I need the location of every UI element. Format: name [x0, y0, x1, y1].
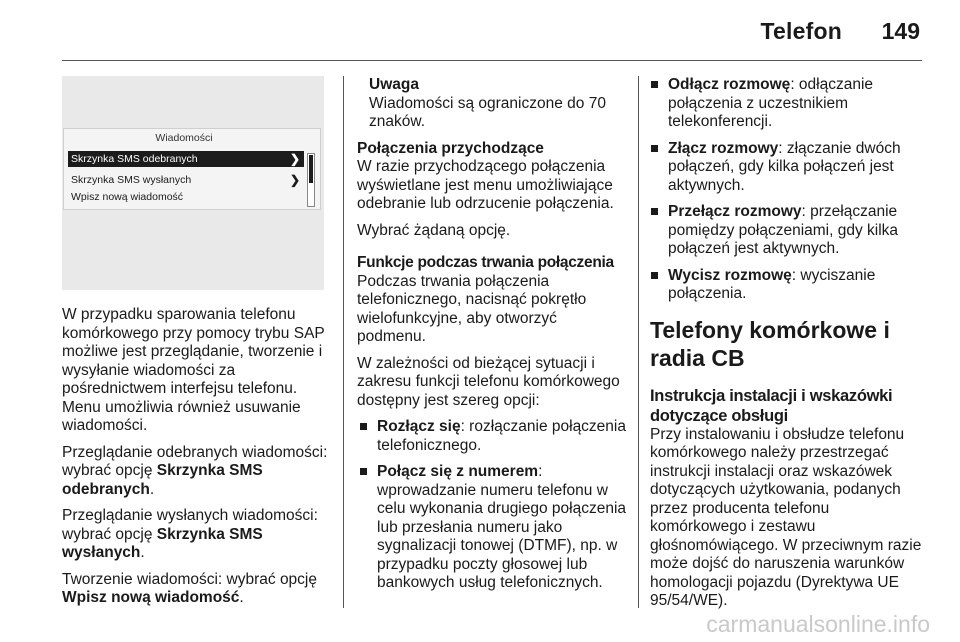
note-text: Wiadomości są ograniczone do 70 znaków.	[369, 94, 606, 130]
paragraph: Wybrać żądaną opcję.	[357, 221, 511, 239]
column-divider	[638, 76, 639, 608]
paragraph: Podczas trwania połączenia telefonicznego, nacisnąć pokrętło wielofunkcyjne, aby otworzyć podmenu.	[357, 272, 587, 345]
display-menu-item-label: Skrzynka SMS odebranych	[71, 153, 198, 165]
page-header-title: Telefon	[760, 18, 842, 44]
bullet-icon	[360, 423, 367, 430]
column-divider	[343, 76, 344, 608]
section-heading: Funkcje podczas trwania połączenia	[357, 254, 614, 271]
column-middle	[357, 76, 629, 601]
display-menu-item	[68, 172, 304, 188]
paragraph: W zależności od bieżącej sytuacji i zakresu funkcji telefonu komórkowego dostępny jest szereg opcji:	[357, 354, 620, 409]
display-menu-title: Wiadomości	[155, 132, 213, 144]
column-right	[650, 76, 924, 619]
paragraph: W przypadku sparowania telefonu komórkowego przy pomocy trybu SAP możliwe jest przeglądanie, tworzenie i wysyłanie wiadomości za pośrednictwem interfejsu telefonu. Menu umożliwia również usuwanie wiadomości.	[62, 306, 325, 434]
bullet-icon	[651, 145, 658, 152]
display-messages-menu	[63, 128, 321, 210]
bullet-icon	[651, 208, 658, 215]
header-divider	[62, 60, 922, 61]
bullet-icon	[651, 272, 658, 279]
display-menu-item	[68, 189, 304, 205]
note-title: Uwaga	[369, 76, 419, 93]
list-item: Przełącz rozmowy: przełączanie pomiędzy połączeniami, gdy kilka połączeń jest aktywnych.	[650, 203, 924, 259]
paragraph: Przeglądanie wysłanych wiadomości: wybrać opcję Skrzynka SMS wysłanych.	[62, 507, 318, 561]
paragraph: Przy instalowaniu i obsłudze telefonu komórkowego należy przestrzegać instrukcji instalacji oraz wskazówek dotyczących użytkowania, podanych przez producenta telefonu komórkowego i zestawu głośnomówiącego. W przeciwnym razie może dojść do naruszenia warunków homologacji pojazdu (Dyrektywa UE 95/54/WE).	[650, 425, 922, 609]
bullet-icon	[651, 81, 658, 88]
page-number: 149	[881, 18, 920, 44]
list-item: Połącz się z numerem: wprowadzanie numeru telefonu w celu wykonania drugiego połączenia lub przesłania numeru jako sygnalizacji tonowej (DTMF), np. w przypadku poczty głosowej lub bankowych usług telefonicznych.	[359, 463, 629, 593]
display-menu-item	[68, 151, 304, 167]
list-item: Złącz rozmowy: złączanie dwóch połączeń, gdy kilka połączeń jest aktywnych.	[650, 140, 924, 196]
chevron-right-icon: ❯	[289, 152, 300, 166]
watermark-text: carmanualsonline.info	[706, 611, 930, 637]
bullet-icon	[360, 468, 367, 475]
section-heading: Połączenia przychodzące	[357, 139, 544, 157]
option-name: Skrzynka SMS wysłanych	[62, 525, 263, 561]
note-box	[357, 76, 629, 132]
list-item: Odłącz rozmowę: odłączanie połączenia z uczestnikiem telekonferencji.	[650, 76, 924, 132]
display-scrollbar	[307, 153, 315, 207]
paragraph: Tworzenie wiadomości: wybrać opcję Wpisz nową wiadomość.	[62, 570, 317, 606]
chevron-right-icon: ❯	[289, 173, 300, 187]
list-item: Rozłącz się: rozłączanie połączenia telefonicznego.	[359, 418, 629, 455]
section-title: Telefony komórkowe i radia CB	[650, 316, 890, 371]
list-item: Wycisz rozmowę: wyciszanie połączenia.	[650, 267, 924, 304]
paragraph: W razie przychodzącego połączenia wyświetlane jest menu umożliwiające odebranie lub odrzucenie połączenia.	[357, 158, 614, 212]
option-name: Wpisz nową wiadomość	[62, 589, 240, 606]
subsection-heading: Instrukcja instalacji i wskazówki dotyczące obsługi	[650, 386, 893, 425]
paragraph: Przeglądanie odebranych wiadomości: wybrać opcję Skrzynka SMS odebranych.	[62, 443, 328, 498]
display-menu-item-label: Skrzynka SMS wysłanych	[71, 174, 192, 186]
display-menu-item-label: Wpisz nową wiadomość	[71, 191, 184, 203]
column-left	[62, 306, 330, 616]
option-name: Skrzynka SMS odebranych	[62, 462, 263, 498]
